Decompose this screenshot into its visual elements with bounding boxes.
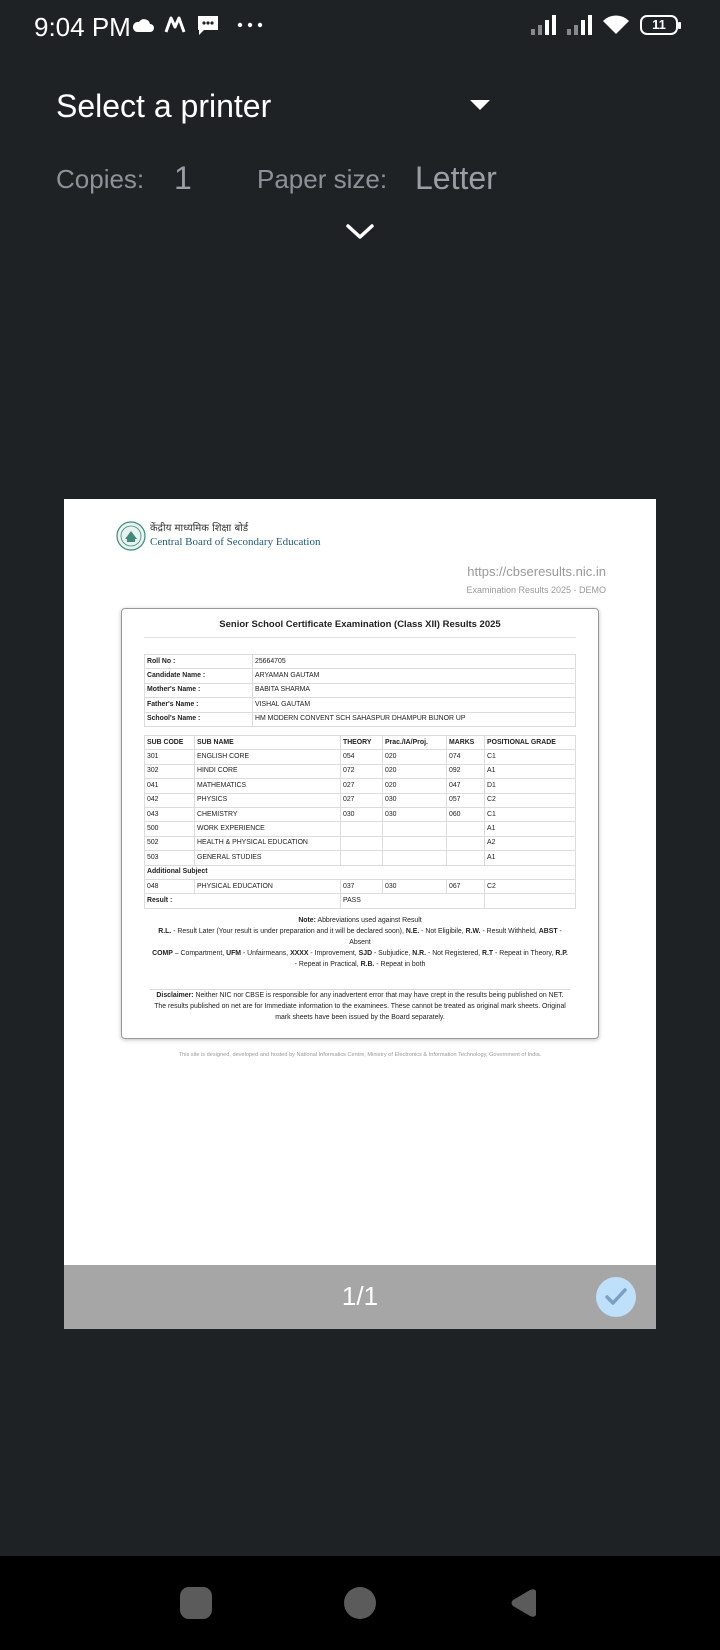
result-card [121,608,599,1039]
copies-label: Copies: [56,164,145,194]
table-cell: 060 [447,807,485,821]
table-row [145,750,576,764]
back-button[interactable] [508,1587,540,1619]
divider [144,637,576,638]
abbr-text: - Improvement, [310,950,357,957]
table-cell: 503 [145,851,195,865]
table-cell: 027 [341,793,383,807]
home-button[interactable] [344,1587,376,1619]
table-cell: 043 [145,807,195,821]
cloud-icon [132,17,154,33]
table-cell: 041 [145,779,195,793]
battery-icon [640,15,678,35]
abbr-text: - Result Later (Your result is under preparation and it will be declared soon), [173,928,404,935]
table-cell: C1 [485,807,576,821]
table-cell: 030 [341,807,383,821]
site-subtitle: Examination Results 2025 - DEMO [466,585,606,595]
abbr-key: UFM [226,950,242,957]
abbr-text: - Subjudice, [373,950,411,957]
table-cell [447,851,485,865]
table-cell [383,851,447,865]
table-cell: PHYSICS [195,793,341,807]
navigation-bar [0,1556,720,1650]
abbr-key: R.W. [465,928,481,935]
abbr-key: N.E. [405,928,420,935]
table-row [145,698,576,712]
table-cell: C2 [485,793,576,807]
dropdown-arrow-icon [470,100,490,110]
abbr-text: - Result Withheld, [482,928,537,935]
table-row [145,793,576,807]
table-cell: 048 [145,879,195,893]
table-row [145,894,576,908]
abbr-key: R.P. [555,950,568,957]
status-bar [0,0,720,56]
cbse-logo-icon [116,521,146,551]
result-value: PASS [341,894,485,908]
father-name-value: VISHAL GAUTAM [253,698,576,712]
table-cell: 301 [145,750,195,764]
copies-value: 1 [174,160,192,196]
cbse-header [116,521,320,551]
table-row [145,779,576,793]
disclaimer [152,990,568,1023]
table-cell: PHYSICAL EDUCATION [195,879,341,893]
abbr-text: - Unfairmeans, [242,950,289,957]
note-label: Note: [298,917,316,924]
table-cell: A1 [485,851,576,865]
site-footer: This site is designed, developed and hosted by National Informatics Centre, Ministry of Electronics & Information Technology, Government of India. [178,1052,542,1058]
col-header: Prac./IA/Proj. [383,736,447,750]
table-cell: 020 [383,764,447,778]
note-text: Abbreviations used against Result [317,917,422,924]
abbreviations-note [152,915,568,970]
disclaimer-text: Neither NIC nor CBSE is responsible for any inadvertent error that may have crept in the results being published on NET. The results published on net are for Immediate information to the examinees. These cannot be treated as original mark sheets. Original mark sheets have been issued by the Board separately. [154,992,566,1021]
table-cell: 027 [341,779,383,793]
school-name-value: HM MODERN CONVENT SCH SAHASPUR DHAMPUR BIJNOR UP [253,712,576,726]
paper-size-value: Letter [415,160,497,196]
table-row [145,655,576,669]
table-cell [341,822,383,836]
abbr-text: – Compartment, [174,950,225,957]
page-selected-checkbox[interactable] [596,1277,636,1317]
abbr-key: R.L. [158,928,172,935]
abbr-key: R.T [482,950,494,957]
table-row [145,865,576,879]
table-row [145,669,576,683]
abbr-key: ABST [538,928,558,935]
additional-subject-label: Additional Subject [145,865,576,879]
table-cell: A1 [485,822,576,836]
m-logo-icon [164,16,186,34]
table-cell [447,836,485,850]
table-cell: WORK EXPERIENCE [195,822,341,836]
site-url: https://cbseresults.nic.in [467,564,606,579]
subject-rows [145,750,576,865]
school-name-label: School's Name : [145,712,253,726]
abbr-text: - Not Registered, [428,950,481,957]
table-cell [383,822,447,836]
table-cell: 047 [447,779,485,793]
col-header: SUB NAME [195,736,341,750]
table-cell: HEALTH & PHYSICAL EDUCATION [195,836,341,850]
abbr-key: XXXX [290,950,309,957]
col-header: THEORY [341,736,383,750]
table-cell: 030 [383,879,447,893]
abbr-text: - Repeat in Practical, [294,961,359,968]
board-name-hindi: केंद्रीय माध्यमिक शिक्षा बोर्ड [150,523,249,534]
table-cell: D1 [485,779,576,793]
table-row [145,822,576,836]
abbr-key: COMP [152,950,173,957]
table-row [145,683,576,697]
table-cell: 030 [383,793,447,807]
table-cell: HINDI CORE [195,764,341,778]
abbr-key: N.R. [412,950,427,957]
check-icon [596,1277,636,1317]
abbr-key: R.B. [360,961,375,968]
table-cell: 057 [447,793,485,807]
abbr-text: - Not Eligibile, [421,928,464,935]
table-row [145,836,576,850]
table-row [145,851,576,865]
clock: 9:04 PM [34,12,131,42]
table-cell: 302 [145,764,195,778]
board-name-english: Central Board of Secondary Education [150,536,321,548]
marks-table [144,735,576,909]
signal-icon [530,14,556,36]
col-header: MARKS [447,736,485,750]
roll-label: Roll No : [145,655,253,669]
table-cell: MATHEMATICS [195,779,341,793]
result-label: Result : [145,894,341,908]
table-cell: 037 [341,879,383,893]
message-icon [196,14,220,36]
disclaimer-label: Disclaimer: [156,992,194,999]
abbr-text: - Repeat in Theory, [495,950,554,957]
table-cell: 020 [383,779,447,793]
candidate-name-value: ARYAMAN GAUTAM [253,669,576,683]
table-cell: GENERAL STUDIES [195,851,341,865]
table-row [145,764,576,778]
expand-options-chevron-icon[interactable] [344,222,376,242]
table-cell: A1 [485,764,576,778]
table-cell: 030 [383,807,447,821]
recents-button[interactable] [180,1587,212,1619]
signal-icon [566,14,592,36]
table-row [145,879,576,893]
abbr-text: - Absent [349,928,562,946]
col-header: POSITIONAL GRADE [485,736,576,750]
table-cell: 074 [447,750,485,764]
table-cell: 054 [341,750,383,764]
abbr-text: - Repeat in both [376,961,426,968]
table-cell [341,836,383,850]
printer-select-label: Select a printer [56,87,272,124]
table-row [145,807,576,821]
printer-dropdown[interactable] [56,84,496,128]
table-cell: 092 [447,764,485,778]
table-cell [383,836,447,850]
table-cell: 042 [145,793,195,807]
table-cell: 067 [447,879,485,893]
table-cell: C1 [485,750,576,764]
paper-size-label: Paper size: [257,164,388,194]
mother-name-label: Mother's Name : [145,683,253,697]
table-cell: C2 [485,879,576,893]
table-cell [485,894,576,908]
table-cell [341,851,383,865]
candidate-name-label: Candidate Name : [145,669,253,683]
father-name-label: Father's Name : [145,698,253,712]
more-dots-icon [236,21,266,29]
mother-name-value: BABITA SHARMA [253,683,576,697]
exam-title: Senior School Certificate Examination (Class XII) Results 2025 [219,619,501,630]
page-indicator: 1/1 [341,1281,379,1311]
roll-value: 25664705 [253,655,576,669]
table-header-row [145,736,576,750]
table-cell: 502 [145,836,195,850]
table-cell: CHEMISTRY [195,807,341,821]
table-cell: A2 [485,836,576,850]
candidate-info-table [144,654,576,727]
table-cell [447,822,485,836]
battery-level: 11 [652,17,666,32]
wifi-icon [602,14,630,36]
table-cell: 500 [145,822,195,836]
col-header: SUB CODE [145,736,195,750]
table-cell: 072 [341,764,383,778]
table-cell: 020 [383,750,447,764]
page-selection-bar [64,1265,656,1329]
abbr-key: SJD [358,950,373,957]
table-row [145,712,576,726]
print-preview-page[interactable] [64,499,656,1329]
table-cell: ENGLISH CORE [195,750,341,764]
